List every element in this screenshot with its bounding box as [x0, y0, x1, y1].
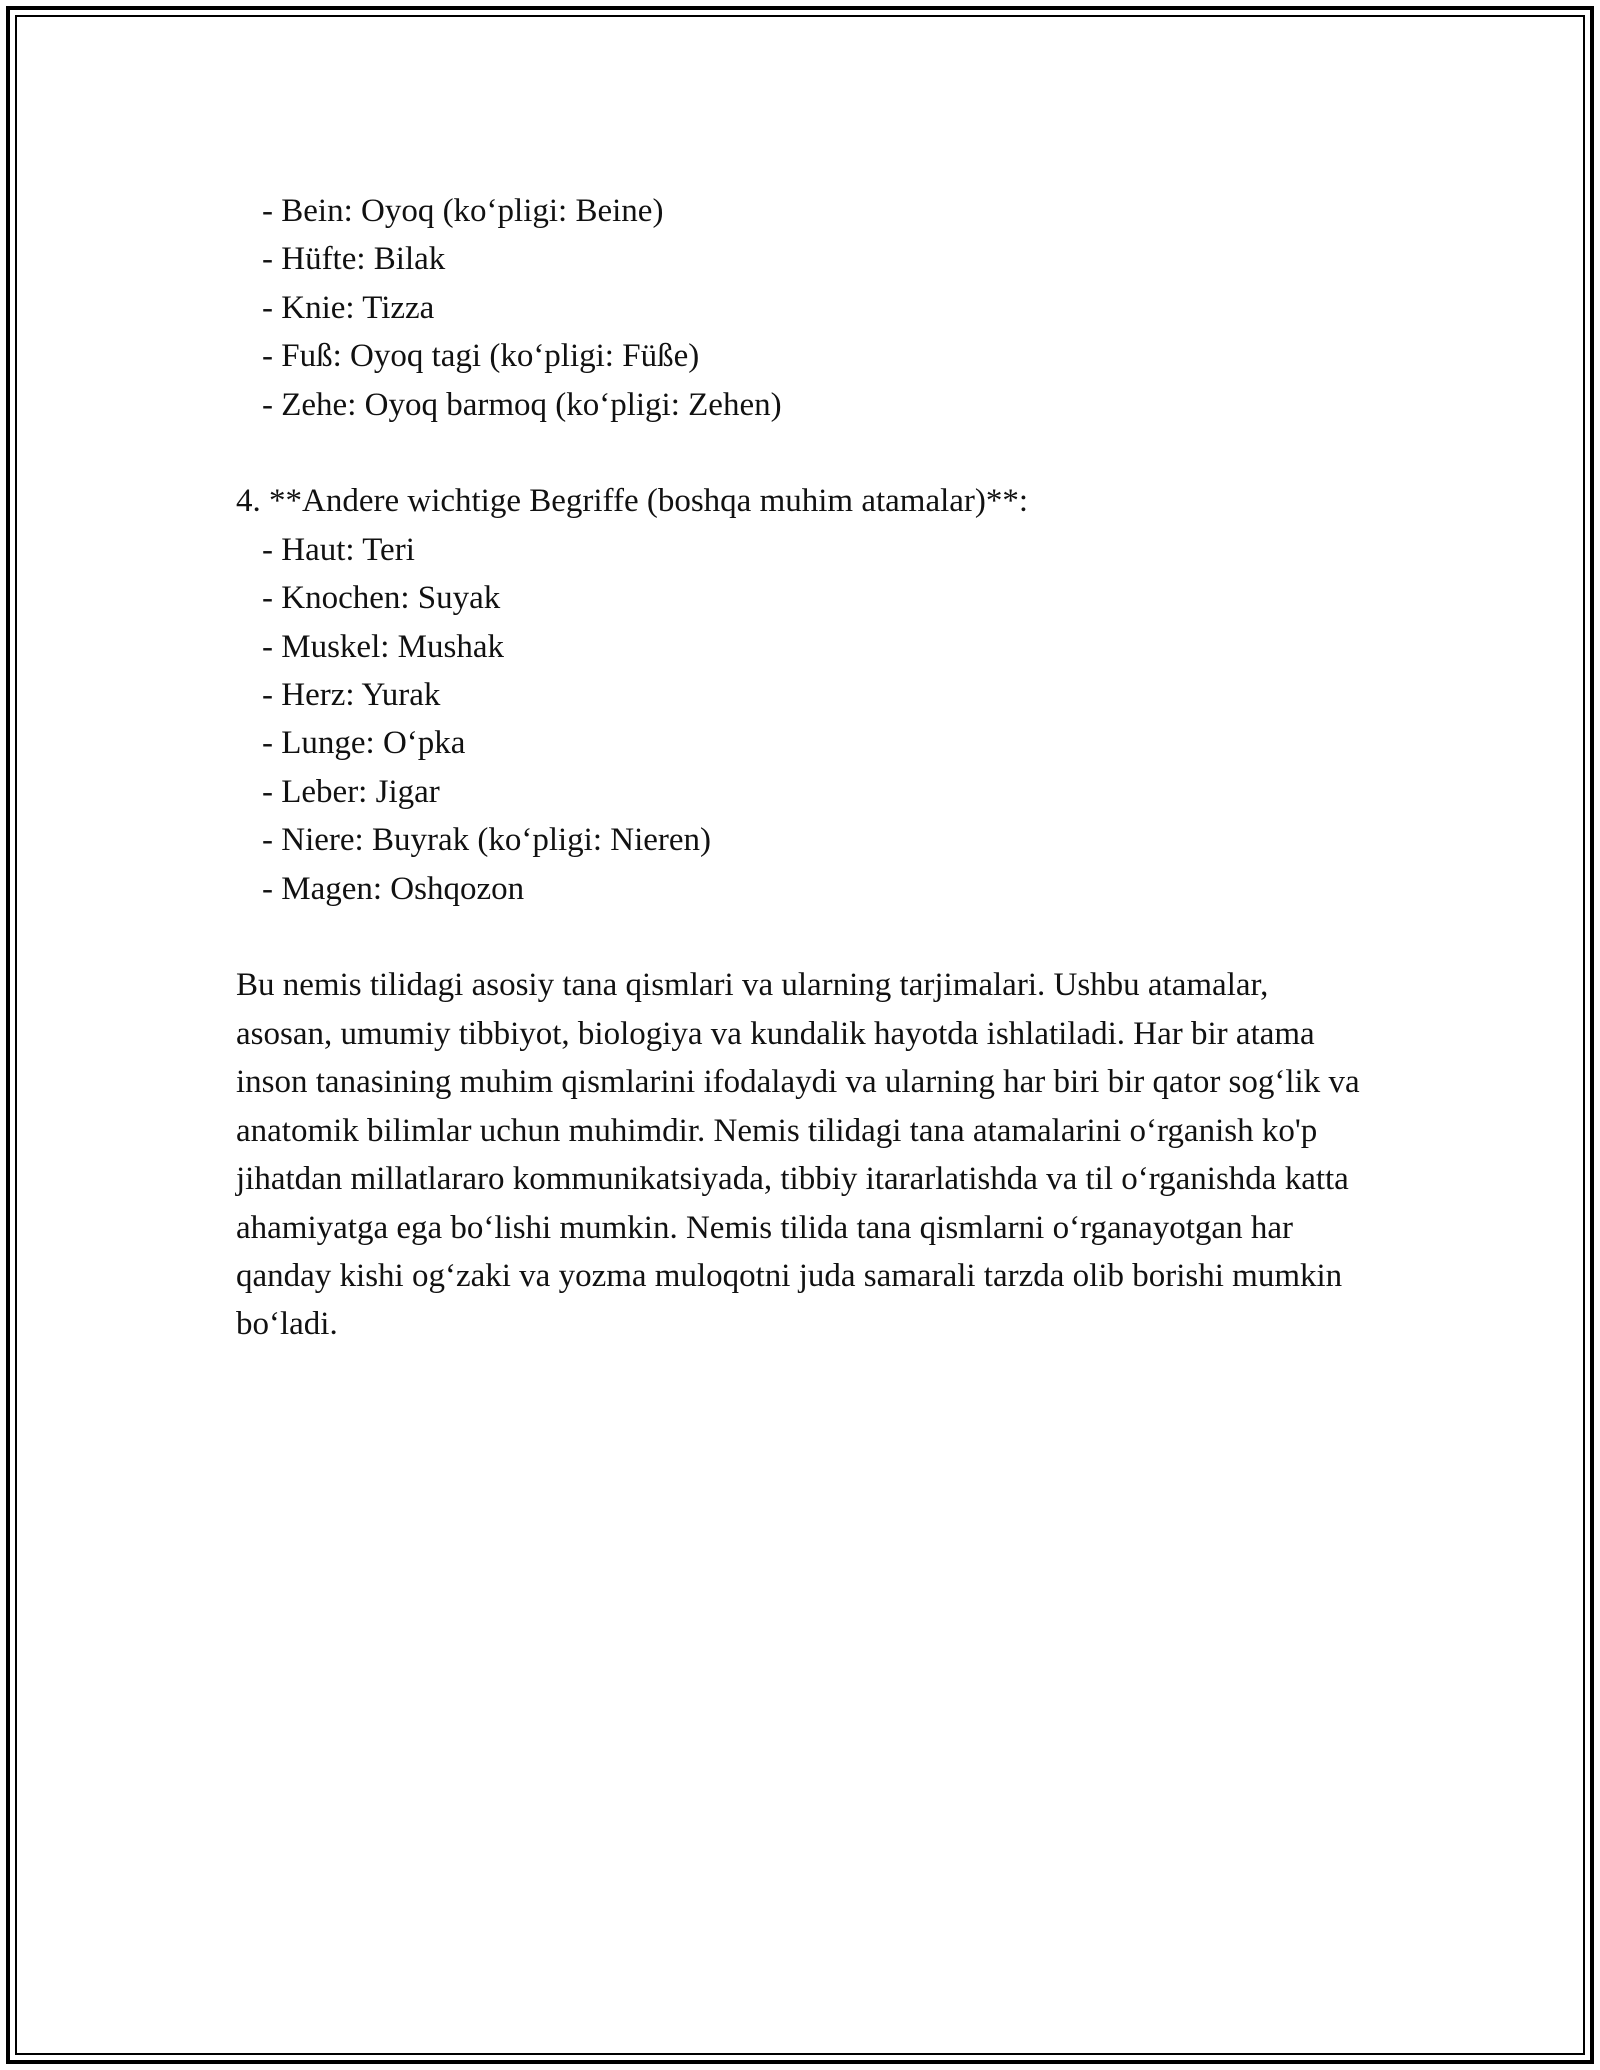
list-item: - Hüfte: Bilak	[262, 241, 446, 278]
list-item: - Herz: Yurak	[262, 677, 441, 714]
list-item: - Haut: Teri	[262, 531, 415, 568]
leg-terms-list	[236, 187, 1366, 429]
list-item: - Bein: Oyoq (ko‘pligi: Beine)	[262, 193, 664, 229]
list-item: - Leber: Jigar	[262, 773, 440, 810]
list-item: - Lunge: O‘pka	[262, 725, 466, 762]
list-item: - Fuß: Oyoq tagi (ko‘pligi: Füße)	[262, 338, 700, 375]
section-heading: 4. **Andere wichtige Begriffe (boshqa muhim atamalar)**:	[236, 483, 1029, 520]
list-item: - Knochen: Suyak	[262, 580, 501, 617]
list-item: - Muskel: Mushak	[262, 628, 504, 665]
other-terms-list	[236, 526, 1366, 913]
summary-paragraph: Bu nemis tilidagi asosiy tana qismlari va ularning tarjimalari. Ushbu atamalar, asosan, umumiy tibbiyot, biologiya va kundalik hayotda ishlatiladi. Har bir atama inson tanasining muhim qismlarini ifodalaydi va ularning har biri bir qator sog‘lik va anatomik bilimlar uchun muhimdir. Nemis tilidagi tana atamalarini o‘rganish ko'p jihatdan millatlararo kommunikatsiyada, tibbiy itararlatishda va til o‘rganishda katta ahamiyatga ega bo‘lishi mumkin. Nemis tilida tana qismlarni o‘rganayotgan har qanday kishi og‘zaki va yozma muloqotni juda samarali tarzda olib borishi mumkin bo‘ladi.	[236, 967, 1360, 1343]
list-item: - Zehe: Oyoq barmoq (ko‘pligi: Zehen)	[262, 386, 782, 423]
list-item: - Magen: Oshqozon	[262, 870, 525, 907]
list-item: - Knie: Tizza	[262, 289, 435, 326]
list-item: - Niere: Buyrak (ko‘pligi: Nieren)	[262, 822, 712, 859]
spacer	[236, 429, 1366, 477]
document-body	[236, 187, 1366, 1349]
spacer	[236, 913, 1366, 961]
